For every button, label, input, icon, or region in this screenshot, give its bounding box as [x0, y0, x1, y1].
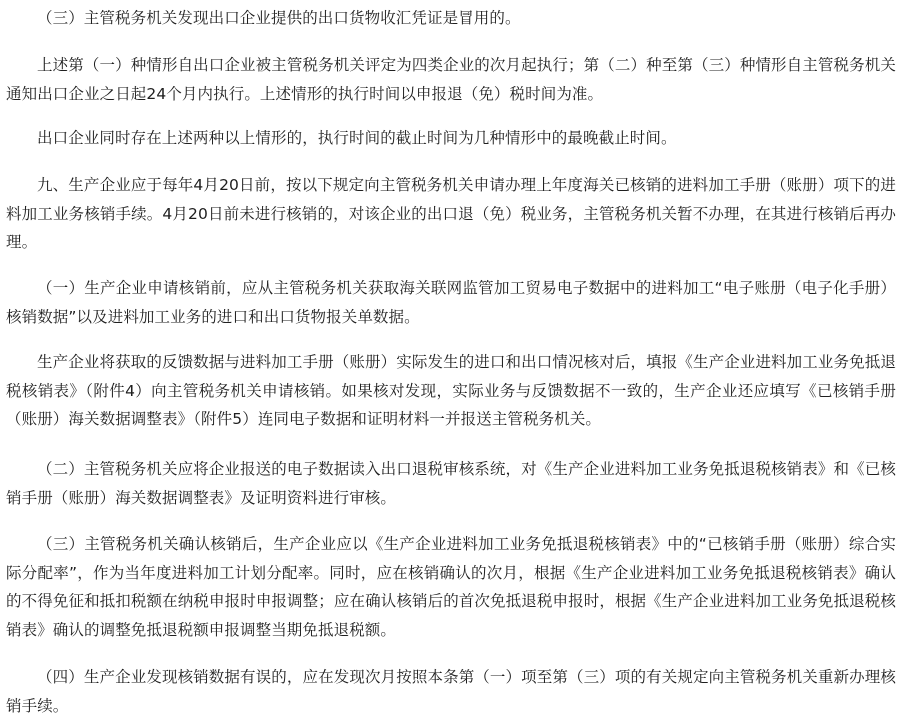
- paragraph-nine-item-4: （四）生产企业发现核销数据有误的，应在发现次月按照本条第（一）项至第（三）项的有关规定向主管税务机关重新办理核销手续。: [6, 668, 896, 715]
- paragraph-3-section-c: （三）主管税务机关发现出口企业提供的出口货物收汇凭证是冒用的。: [37, 9, 521, 27]
- paragraph-nine-item-2: （二）主管税务机关应将企业报送的电子数据读入出口退税审核系统，对《生产企业进料加工业务免抵退税核销表》和《已核销手册（账册）海关数据调整表》及证明资料进行审核。: [6, 460, 896, 507]
- paragraph-nine-reconcile: 生产企业将获取的反馈数据与进料加工手册（账册）实际发生的进口和出口情况核对后，填报《生产企业进料加工业务免抵退税核销表》（附件4）向主管税务机关申请核销。如果核对发现，实际业务与反馈数据不一致的，生产企业还应填写《已核销手册（账册）海关数据调整表》（附件5）连同电子数据和证明材料一并报送主管税务机关。: [6, 353, 896, 428]
- paragraph-article-nine: 九、生产企业应于每年4月20日前，按以下规定向主管税务机关申请办理上年度海关已核销的进料加工手册（账册）项下的进料加工业务核销手续。4月20日前未进行核销的，对该企业的出口退（免）税业务，主管税务机关暂不办理，在其进行核销后再办理。: [6, 176, 896, 251]
- paragraph-nine-item-3: （三）主管税务机关确认核销后，生产企业应以《生产企业进料加工业务免抵退税核销表》中的“已核销手册（账册）综合实际分配率”，作为当年度进料加工计划分配率。同时，应在核销确认的次月，根据《生产企业进料加工业务免抵退税核销表》确认的不得免征和抵扣税额在纳税申报时申报调整；应在确认核销后的首次免抵退税申报时，根据《生产企业进料加工业务免抵退税核销表》确认的调整免抵退税额申报调整当期免抵退税额。: [6, 535, 896, 639]
- paragraph-nine-item-1: （一）生产企业申请核销前，应从主管税务机关获取海关联网监管加工贸易电子数据中的进料加工“电子账册（电子化手册）核销数据”以及进料加工业务的进口和出口货物报关单数据。: [6, 279, 896, 326]
- paragraph-multiple-cases: 出口企业同时存在上述两种以上情形的，执行时间的截止时间为几种情形中的最晚截止时间。: [37, 129, 677, 147]
- paragraph-execution-time: 上述第（一）种情形自出口企业被主管税务机关评定为四类企业的次月起执行；第（二）种至第（三）种情形自主管税务机关通知出口企业之日起24个月内执行。上述情形的执行时间以申报退（免）税时间为准。: [6, 56, 896, 103]
